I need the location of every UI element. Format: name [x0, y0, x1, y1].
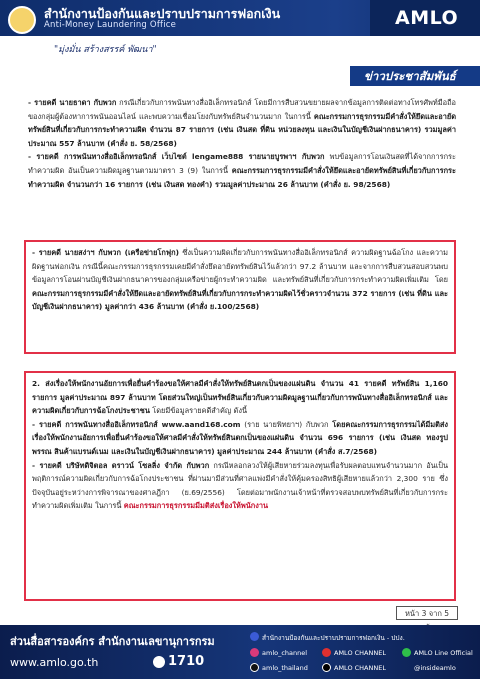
footer-tiktok[interactable]: amlo_thailand: [262, 664, 308, 672]
page-header: [0, 0, 480, 86]
amlo-seal-logo: [8, 6, 36, 34]
case-thada-heading: - รายคดี นายธาดา กับพวก: [28, 98, 117, 107]
slogan: "มุ่งมั่น สร้างสรรค์ พัฒนา": [54, 45, 157, 55]
facebook-icon: [250, 632, 259, 641]
case-digital-text: กรณีหลอกลวงให้ผู้เสียหายร่วมลงทุนเพื่อรับผลตอบแทนจำนวนมาก อันเป็นพฤติการณ์ความผิดเกี่ยวกับการฉ้อโกงประชาชน ที่ผ่านมามีส่วนที่ศาลแพ่งมีคำสั่งให้คุ้มครองสิทธิผู้เสียหายแล้วกว่า 2,300 ราย ซึ่งปัจจุบันอยู่ระหว่างการพิจารณาของศาลฎีกา (ย.69/2556) โดยต่อมาพนักงานเจ้าหน้าที่ตรวจสอบพบทรัพย์สินที่เกี่ยวกับการกระทำความผิดเพิ่มเติม ในการนี้: [32, 460, 448, 511]
case-lengame-result: คณะกรรมการธุรกรรมมีคำสั่งให้ยึดและอายัดทรัพย์สินที่เกี่ยวกับการกระทำความผิด จำนวนกว่า 16 รายการ (เช่น เงินสด ทองคำ) รวมมูลค่าประมาณ 26 ล้านบาท (คำสั่ง ย. 98/2568): [28, 165, 456, 189]
box1-content: [32, 246, 448, 314]
footer-instagram[interactable]: amlo_channel: [262, 649, 308, 657]
instagram-icon: [250, 648, 259, 657]
highlight-box-sanga: [24, 240, 456, 354]
document-body: [28, 96, 456, 191]
x-icon: [322, 663, 331, 672]
news-label: ข่าวประชาสัมพันธ์: [364, 69, 456, 83]
box2-content: [32, 377, 448, 513]
case-aand168-result: โดยคณะกรรมการธุรกรรมได้มีมติส่งเรื่องให้พนักงานอัยการเพื่อยื่นคำร้องขอให้ศาลมีคำสั่งให้ทรัพย์สินตกเป็นของแผ่นดิน จำนวน 696 รายการ (เช่น เงินสด ทองรูปพรรณ สินค้าแบรนด์เนม และเงินในบัญชีเงินฝากธนาคาร) มูลค่าประมาณ 244 ล้านบาท (คำสั่ง ส.7/2568): [32, 419, 448, 456]
case-aand168-heading: - รายคดี การพนันทางสื่ออิเล็กทรอนิกส์ www.aand168.com: [32, 419, 241, 429]
case-digital-heading: - รายคดี บริษัทดิจิตอล ดราวน์ โซลลิ่ง จำกัด กับพวก: [32, 460, 210, 470]
footer-facebook[interactable]: สำนักงานป้องกันและปราบปรามการฟอกเงิน - ปปง.: [262, 634, 405, 642]
footer-youtube[interactable]: AMLO CHANNEL: [334, 649, 386, 657]
case-lengame-text: พบข้อมูลการโอนเงินสดที่ได้จากการกระทำความผิด อันเป็นความผิดมูลฐานตามมาตรา 3 (9) ในการนี้: [28, 152, 456, 175]
paragraph-case-thada: [28, 96, 456, 150]
footer-dept: ส่วนสื่อสารองค์กร สำนักงานเลขานุการกรม: [10, 635, 215, 648]
footer-website-link[interactable]: www.amlo.go.th: [10, 656, 99, 669]
org-name-th: สำนักงานป้องกันและปราบปรามการฟอกเงิน: [44, 6, 281, 21]
case-thada-result: คณะกรรมการธุรกรรมมีคำสั่งให้ยึดและอายัดทรัพย์สินที่เกี่ยวกับการกระทำความผิด จำนวน 87 รายการ (เช่น เงินสด ที่ดิน หน่วยลงทุน และเงินในบัญชีเงินฝากธนาคาร) รวมมูลค่าประมาณ 557 ล้านบาท (คำสั่ง ย. 58/2568): [28, 111, 456, 148]
amlo-logo-text: AMLO: [395, 7, 459, 29]
youtube-icon: [322, 648, 331, 657]
case-digital-result: คณะกรรมการธุรกรรมมีมติส่งเรื่องให้พนักงาน: [123, 501, 269, 511]
case-sanga-heading: - รายคดี นายสง่าฯ กับพวก (เครือข่ายโกฟุก): [32, 248, 179, 257]
phone-icon: [153, 656, 165, 668]
tiktok-icon: [250, 663, 259, 672]
paragraph-section-2: [32, 377, 448, 418]
case-lengame-heading: - รายคดี การพนันทางสื่ออิเล็กทรอนิกส์ เว็บไซต์ lengame888 รายนายบูรพาฯ กับพวก: [28, 152, 325, 162]
case-thada-text: กรณีเกี่ยวกับการพนันทางสื่ออิเล็กทรอนิกส์ โดยมีการสืบสวนขยายผลจากข้อมูลการติดต่อทางโทรศัพท์มือถือของกลุ่มผู้ต้องหาการพนันออนไลน์ และพบความเชื่อมโยงกับทรัพย์สินจำนวนมาก ในการนี้: [28, 98, 456, 121]
page-indicator: หน้า 3 จาก 5: [396, 606, 458, 620]
footer-line-official[interactable]: AMLO Line Official: [414, 649, 473, 657]
paragraph-case-sanga: [32, 246, 448, 314]
paragraph-case-digital: [32, 459, 448, 513]
highlight-box-forfeiture: [24, 371, 456, 601]
section-2-text: โดยมีข้อมูลรายคดีสำคัญ ดังนี้: [149, 406, 248, 416]
case-aand168-text: (ราย นายพิทยาฯ) กับพวก: [240, 419, 333, 429]
section-2-heading: 2. ส่งเรื่องให้พนักงานอัยการเพื่อยื่นคำร้องขอให้ศาลมีคำสั่งให้ทรัพย์สินตกเป็นของแผ่นดิน จำนวน 41 รายคดี ทรัพย์สิน 1,160 รายการ มูลค่าประมาณ 897 ล้านบาท โดยส่วนใหญ่เป็นทรัพย์สินเกี่ยวกับความผิดมูลฐานเกี่ยวกับการพนันทางสื่ออิเล็กทรอนิกส์ และความผิดเกี่ยวกับการฉ้อโกงประชาชน: [32, 379, 448, 416]
line-icon: [402, 648, 411, 657]
footer-hotline[interactable]: 1710: [168, 654, 205, 669]
case-sanga-text: ซึ่งเป็นความผิดเกี่ยวกับการพนันทางสื่ออิเล็กทรอนิกส์ ความผิดฐานฉ้อโกง และความผิดฐานฟอกเงิน กรณีนี้คณะกรรมการธุรกรรมเคยมีคำสั่งยึดอายัดทรัพย์สินไว้แล้วกว่า 97.2 ล้านบาท และจากการสืบสวนสอบสวนพบข้อมูลการโอนผ่านบัญชีเงินฝากธนาคารของกลุ่มเครือข่ายผู้กระทำความผิด และทรัพย์สินที่เกี่ยวกับการกระทำความผิดเพิ่มเติม โดย: [32, 248, 448, 285]
footer-x[interactable]: AMLO CHANNEL: [334, 664, 386, 672]
org-name-en: Anti-Money Laundering Office: [44, 20, 177, 30]
paragraph-case-lengame: [28, 150, 456, 191]
footer-line-id[interactable]: @insideamlo: [414, 664, 456, 672]
case-sanga-result: คณะกรรมการธุรกรรมมีคำสั่งให้ยึดและอายัดทรัพย์สินที่เกี่ยวกับการกระทำความผิดไว้ชั่วคราวจำนวน 372 รายการ (เช่น ที่ดิน และบัญชีเงินฝากธนาคาร) มูลค่ากว่า 436 ล้านบาท (คำสั่ง ย.100/2568): [32, 288, 448, 312]
paragraph-case-aand168: [32, 418, 448, 459]
